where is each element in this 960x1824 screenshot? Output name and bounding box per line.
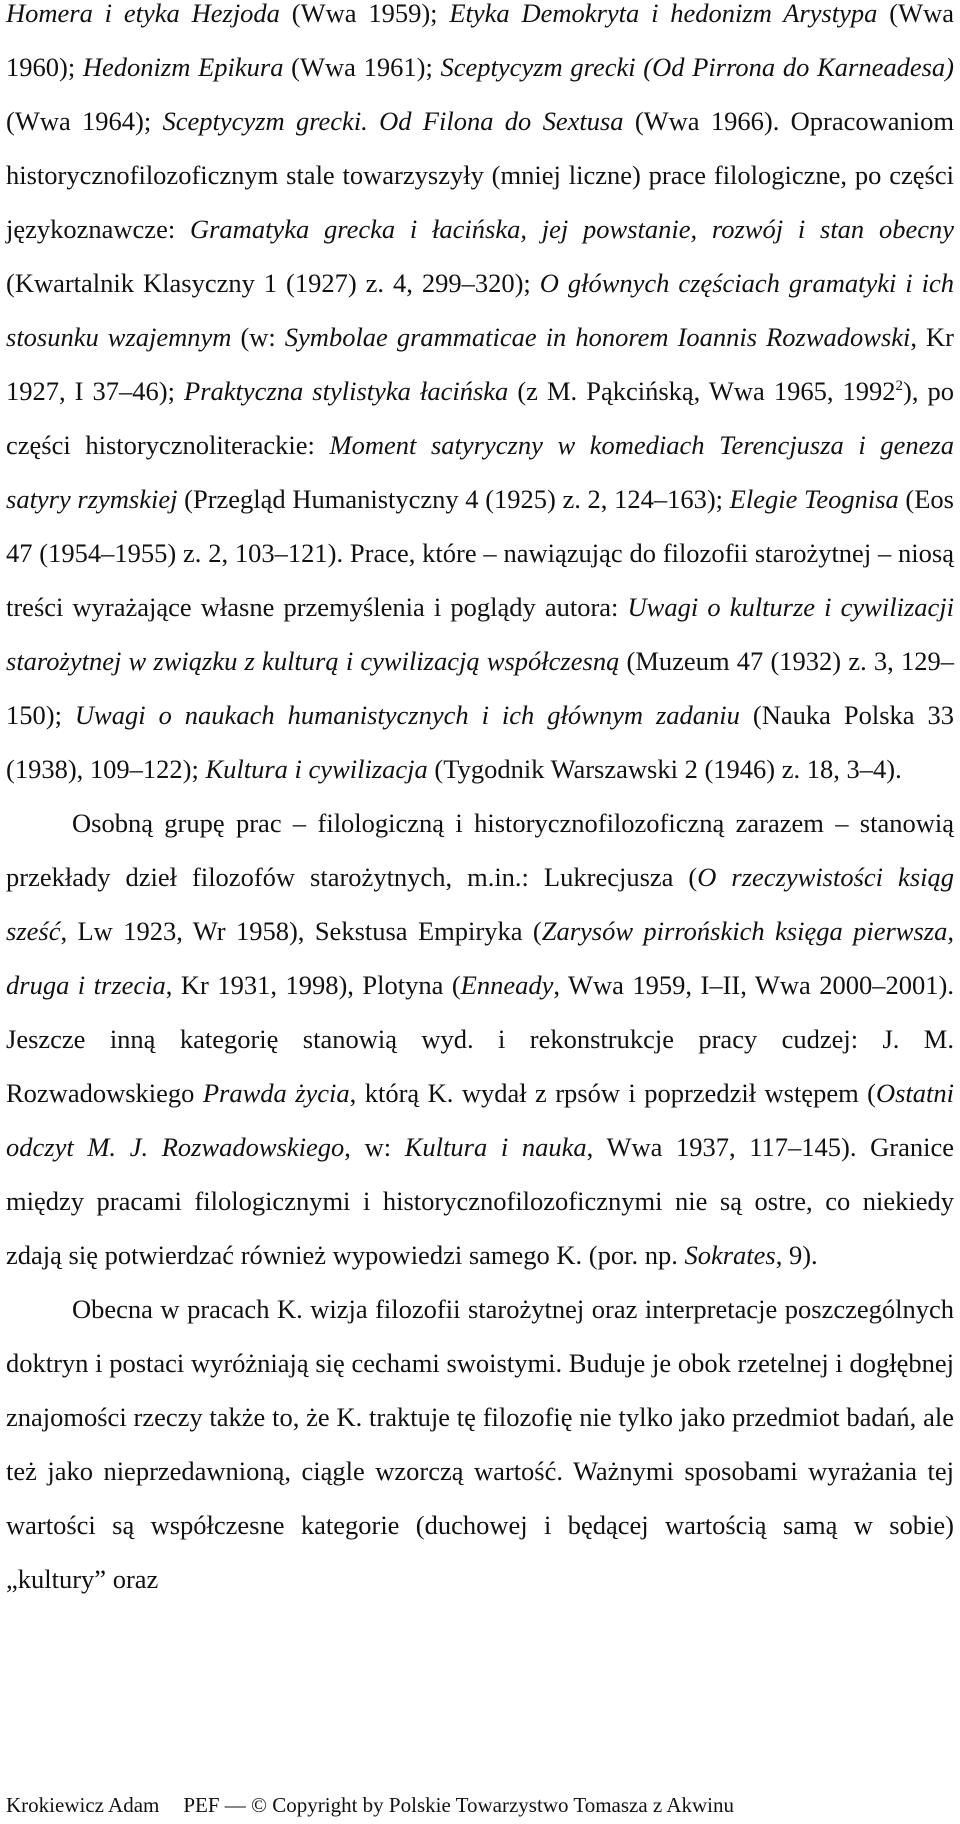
text-run: , Kr 1927, I 37–46); [6, 322, 954, 406]
text-run: (Wwa 1961); [283, 52, 441, 82]
text-run: Osobną grupę prac – filologiczną i historycznofilozoficzną zarazem – stanowią przekłady dzieł filozofów starożytnych, m.in.: Lukrecjusza ( [6, 808, 954, 892]
italic-title: Prawda życia [202, 1078, 350, 1108]
text-run: (Muzeum 47 (1932) z. 3, 129–150); [6, 646, 955, 730]
italic-title: O głównych częściach gramatyki i ich stosunku wzajemnym [6, 268, 955, 352]
italic-title: Enneady [460, 970, 554, 1000]
italic-title: Sokrates [684, 1240, 776, 1270]
paragraph-3 [6, 1282, 954, 1606]
paragraph-2 [6, 796, 954, 1282]
text-run: (Przegląd Humanistyczny 4 (1925) z. 2, 124–163); [177, 484, 730, 514]
text-run: (Kwartalnik Klasyczny 1 (1927) z. 4, 299–320); [6, 268, 540, 298]
italic-title: Praktyczna stylistyka łacińska [184, 376, 509, 406]
italic-title: Sceptycyzm grecki (Od Pirrona do Karneadesa) [440, 52, 954, 82]
text-run: (Wwa 1960); [6, 0, 954, 82]
italic-title: Elegie Teognisa [729, 484, 899, 514]
italic-title: Etyka Demokryta i hedonizm Arystypa [449, 0, 878, 28]
italic-title: Kultura i cywilizacja [205, 754, 428, 784]
italic-title: Sceptycyzm grecki. Od Filona do Sextusa [162, 106, 624, 136]
superscript-text: 2 [895, 378, 904, 394]
italic-title: Hedonizm Epikura [82, 52, 284, 82]
text-run: , Lw 1923, Wr 1958), Sekstusa Empiryka ( [60, 916, 542, 946]
page-footer [6, 1793, 734, 1817]
text-run: (Wwa 1964); [6, 106, 163, 136]
italic-title: Gramatyka grecka i łacińska, jej powstanie, rozwój i stan obecny [189, 214, 954, 244]
text-run: , w: [344, 1132, 405, 1162]
footer-source: PEF — © Copyright by Polskie Towarzystwo Tomasza z Akwinu [183, 1793, 735, 1817]
text-run: (Wwa 1966). Opracowaniom historycznofilozoficznym stale towarzyszyły (mniej liczne) prace filologiczne, po części językoznawcze: [6, 106, 954, 244]
text-run: (Wwa 1959); [279, 0, 450, 28]
text-run: , Kr 1931, 1998), Plotyna ( [165, 970, 461, 1000]
text-run: (Eos 47 (1954–1955) z. 2, 103–121). Prace, które – nawiązując do filozofii starożytnej – niosą treści wyrażające własne przemyślenia i poglądy autora: [6, 484, 954, 622]
text-run: , Wwa 1937, 117–145). Granice między pracami filologicznymi i historycznofilozoficznymi nie są ostre, co niekiedy zdają się potwierdzać również wypowiedzi samego K. (por. np. [6, 1132, 955, 1270]
footer-author: Krokiewicz Adam [6, 1793, 160, 1817]
italic-title: Uwagi o naukach humanistycznych i ich głównym zadaniu [74, 700, 740, 730]
text-run: , Wwa 1959, I–II, Wwa 2000–2001). Jeszcze inną kategorię stanowią wyd. i rekonstrukcje pracy cudzej: J. M. Rozwadowskiego [6, 970, 954, 1108]
italic-title: Zarysów pirrońskich księga pierwsza, druga i trzecia [6, 916, 954, 1000]
italic-title: Ostatni odczyt M. J. Rozwadowskiego [6, 1078, 955, 1162]
italic-title: Uwagi o kulturze i cywilizacji starożytnej w związku z kulturą i cywilizacją współczesną [6, 592, 954, 676]
text-run: (Nauka Polska 33 (1938), 109–122); [6, 700, 954, 784]
text-run: (w: [231, 322, 285, 352]
text-run: , którą K. wydał z rpsów i poprzedził wstępem ( [349, 1078, 876, 1108]
italic-title: Kultura i nauka [404, 1132, 587, 1162]
italic-title: Symbolae grammaticae in honorem Ioannis Rozwadowski [284, 322, 911, 352]
document-page [6, 0, 954, 1606]
text-run: ), po części historycznoliterackie: [6, 376, 955, 460]
text-run: (z M. Pąkcińską, Wwa 1965, 1992 [508, 376, 896, 406]
text-run: Obecna w pracach K. wizja filozofii starożytnej oraz interpretacje poszczególnych doktryn i postaci wyróżniają się cechami swoistymi. Buduje je obok rzetelnej i dogłębnej znajomości rzeczy także to, że K. traktuje tę filozofię nie tylko jako przedmiot badań, ale też jako nieprzedawnioną, ciągle wzorczą wartość. Ważnymi sposobami wyrażania tej wartości są współczesne kategorie (duchowej i będącej wartością samą w sobie) „kultury” oraz [6, 1294, 954, 1594]
italic-title: O rzeczywistości ksiąg sześć [6, 862, 954, 946]
text-run: (Tygodnik Warszawski 2 (1946) z. 18, 3–4). [427, 754, 902, 784]
italic-title: Moment satyryczny w komediach Terencjusza i geneza satyry rzymskiej [6, 430, 954, 514]
text-run: , 9). [775, 1240, 818, 1270]
paragraph-1 [6, 0, 954, 796]
italic-title: Homera i etyka Hezjoda [6, 0, 280, 28]
